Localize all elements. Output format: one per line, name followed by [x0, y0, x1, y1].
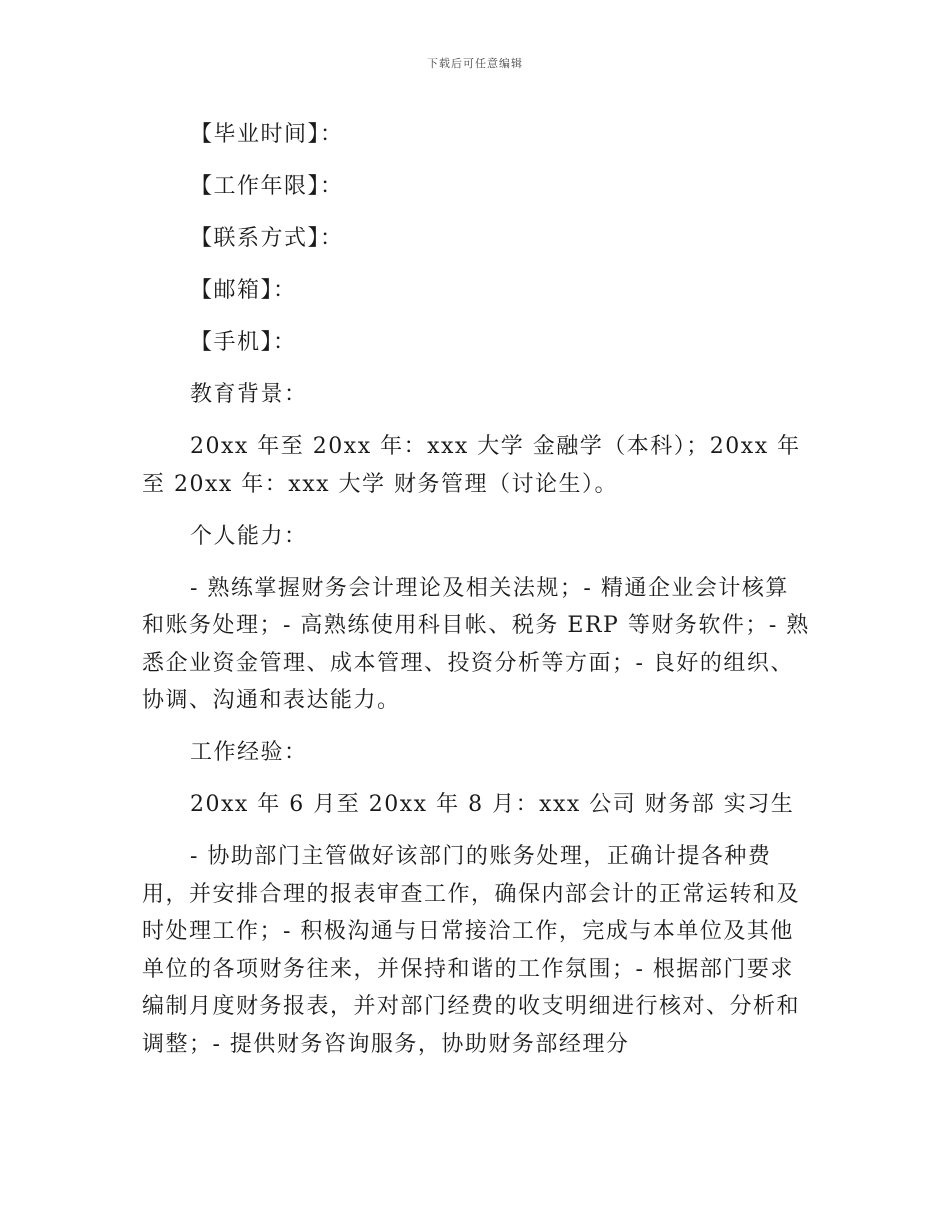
- ability-heading: 个人能力：: [190, 523, 308, 549]
- experience-paragraph: - 协助部门主管做好该部门的账务处理，正确计提各种费用，并安排合理的报表审查工作，确保内部会计的正常运转和及时处理工作；- 积极沟通与日常接洽工作，完成与本单位及其他单位的各项财务往来，并保持和谐的工作氛围；- 根据部门要求编制月度财务报表，并对部门经费的收支明细进行核对、分析和调整；- 提供财务咨询服务，协助财务部经理分: [142, 844, 801, 1057]
- experience-entry: 20xx 年 6 月至 20xx 年 8 月：xxx 公司 财务部 实习生: [190, 792, 795, 817]
- work-years-field: 【工作年限】：: [190, 174, 344, 199]
- education-heading: 教育背景：: [190, 382, 308, 407]
- graduation-time-field: 【毕业时间】：: [190, 122, 344, 147]
- page-header-note: 下载后可任意编辑: [427, 57, 523, 70]
- education-paragraph: 20xx 年至 20xx 年：xxx 大学 金融学（本科）；20xx 年至 20xx 年：xxx 大学 财务管理（讨论生）。: [142, 434, 801, 497]
- email-field: 【邮箱】：: [190, 278, 297, 303]
- ability-paragraph: - 熟练掌握财务会计理论及相关法规；- 精通企业会计核算和账务处理；- 高熟练使用科目帐、税务 ERP 等财务软件；- 熟悉企业资金管理、成本管理、投资分析等方面；- 良好的组织、协调、沟通和表达能力。: [142, 575, 810, 713]
- phone-field: 【手机】：: [190, 330, 297, 355]
- resume-body: [142, 116, 812, 1078]
- contact-field: 【联系方式】：: [190, 226, 344, 251]
- experience-heading: 工作经验：: [190, 740, 308, 765]
